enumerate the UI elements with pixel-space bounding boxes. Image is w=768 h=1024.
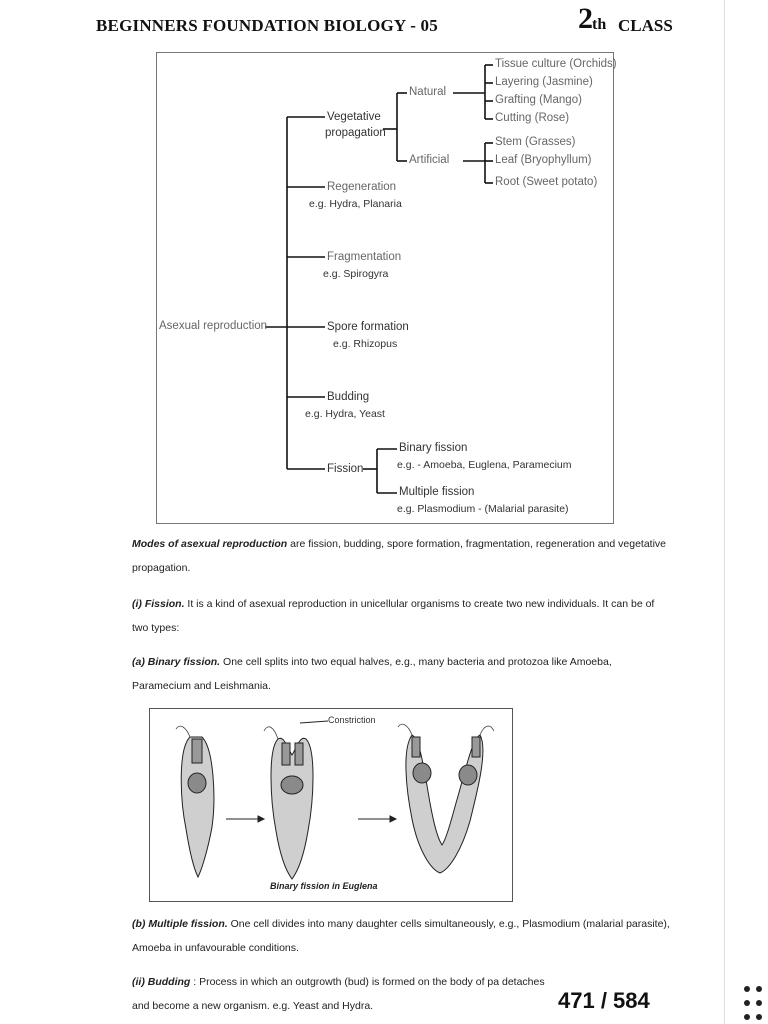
- artificial-item: Root (Sweet potato): [495, 176, 598, 188]
- constriction-label: Constriction: [328, 715, 376, 725]
- regeneration-example: e.g. Hydra, Planaria: [309, 198, 402, 210]
- regeneration-label: Regeneration: [327, 181, 397, 193]
- fission-label: Fission: [327, 463, 364, 475]
- vegetative-label-line1: Vegetative: [327, 111, 381, 123]
- fission-body: It is a kind of asexual reproduction in unicellular organisms to create two new individuals. It can be of two types:: [132, 598, 655, 634]
- page-indicator: 471 / 584: [558, 988, 650, 1013]
- page-header-title: BEGINNERS FOUNDATION BIOLOGY - 05: [96, 16, 438, 35]
- fragmentation-label: Fragmentation: [327, 251, 402, 263]
- artificial-item: Leaf (Bryophyllum): [495, 154, 592, 166]
- spore-formation-example: e.g. Rhizopus: [333, 338, 398, 350]
- fragmentation-example: e.g. Spirogyra: [323, 268, 389, 280]
- paragraph-budding: [132, 970, 552, 1018]
- artificial-label: Artificial: [409, 154, 450, 166]
- budding-body: : Process in which an outgrowth (bud) is formed on the body of pa detaches and become a new organism. e.g. Yeast and Hydra.: [132, 976, 545, 1012]
- paragraph-fission: [132, 592, 672, 640]
- binary-body: One cell splits into two equal halves, e.g., many bacteria and protozoa like Amoeba, Paramecium and Leishmania.: [132, 656, 612, 692]
- natural-item: Tissue culture (Orchids): [495, 58, 617, 70]
- binary-title: (a) Binary fission.: [132, 656, 221, 668]
- class-label: CLASS: [618, 16, 673, 35]
- multiple-title: (b) Multiple fission.: [132, 918, 228, 930]
- vegetative-label-line2: propagation: [325, 127, 386, 139]
- more-options-icon[interactable]: [742, 984, 766, 1024]
- natural-item: Cutting (Rose): [495, 112, 570, 124]
- binary-fission-example: e.g. - Amoeba, Euglena, Paramecium: [397, 459, 572, 471]
- spore-formation-label: Spore formation: [327, 321, 409, 333]
- natural-item: Layering (Jasmine): [495, 76, 593, 88]
- budding-title: (ii) Budding: [132, 976, 191, 988]
- paragraph-binary-fission: [132, 650, 672, 698]
- diagram-root-label: Asexual reproduction: [159, 320, 268, 332]
- binary-fission-label: Binary fission: [399, 442, 468, 454]
- budding-example: e.g. Hydra, Yeast: [305, 408, 385, 420]
- figure-caption: Binary fission in Euglena: [270, 881, 378, 891]
- paragraph-multiple-fission: [132, 912, 672, 960]
- asexual-reproduction-diagram: [156, 52, 617, 524]
- natural-item: Grafting (Mango): [495, 94, 582, 106]
- class-numeral: 2: [578, 2, 593, 35]
- fission-title: (i) Fission.: [132, 598, 185, 610]
- artificial-item: Stem (Grasses): [495, 136, 576, 148]
- modes-title: Modes of asexual reproduction: [132, 538, 288, 550]
- class-suffix: th: [592, 16, 607, 33]
- modes-body: are fission, budding, spore formation, fragmentation, regeneration and vegetative propagation.: [132, 538, 667, 574]
- paragraph-modes: [132, 532, 672, 580]
- euglena-illustration: [150, 709, 512, 901]
- euglena-binary-fission-figure: [149, 708, 513, 902]
- multiple-fission-label: Multiple fission: [399, 486, 475, 498]
- budding-label: Budding: [327, 391, 370, 403]
- natural-label: Natural: [409, 86, 447, 98]
- multiple-body: One cell divides into many daughter cells simultaneously, e.g., Plasmodium (malarial parasite), Amoeba in unfavourable conditions.: [132, 918, 670, 954]
- multiple-fission-example: e.g. Plasmodium - (Malarial parasite): [397, 503, 569, 515]
